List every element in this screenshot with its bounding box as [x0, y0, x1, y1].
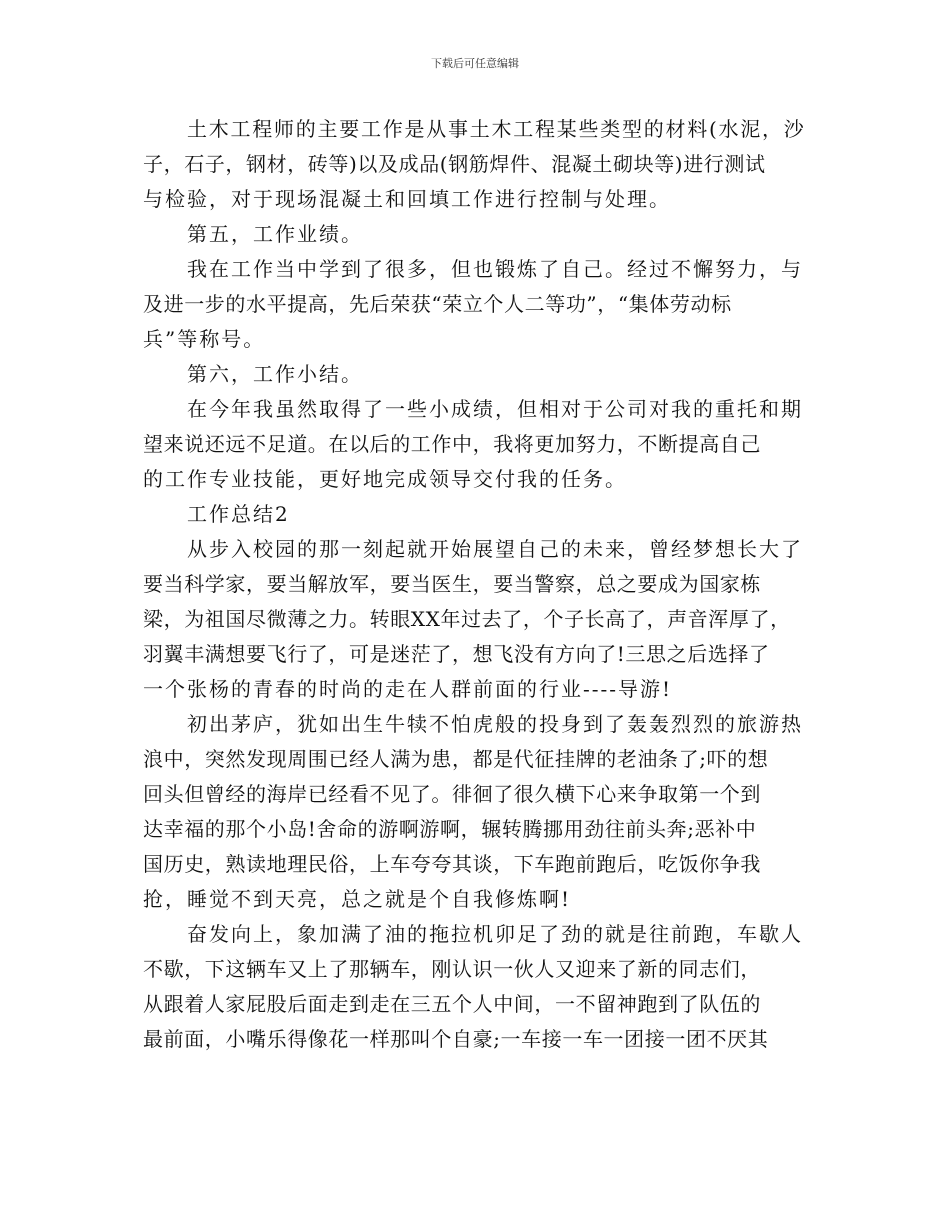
paragraph-line: 我在工作当中学到了很多，但也锻炼了自己。经过不懈努力，与 — [187, 257, 803, 281]
page-header-note: 下载后可任意编辑 — [431, 57, 519, 70]
paragraph-line: 子，石子，钢材，砖等)以及成品(钢筋焊件、混凝土砌块等)进行测试 — [143, 152, 766, 176]
paragraph-line: 不歇，下这辆车又上了那辆车，刚认识一伙人又迎来了新的同志们， — [143, 957, 761, 981]
paragraph-line: 奋发向上，象加满了油的拖拉机卯足了劲的就是往前跑，车歇人 — [187, 922, 803, 946]
document-body — [143, 112, 811, 1057]
paragraph-line: 土木工程师的主要工作是从事土木工程某些类型的材料(水泥，沙 — [187, 117, 806, 141]
paragraph-line: 一个张杨的青春的时尚的走在人群前面的行业----导游! — [143, 677, 673, 701]
section-heading: 工作总结2 — [187, 502, 290, 526]
paragraph-line: 初出茅庐，犹如出生牛犊不怕虎般的投身到了轰轰烈烈的旅游热 — [187, 712, 803, 736]
paragraph-line: 兵”等称号。 — [143, 327, 266, 351]
paragraph-line: 及进一步的水平提高，先后荣获“荣立个人二等功”，“集体劳动标 — [143, 292, 732, 316]
paragraph-line: 国历史，熟读地理民俗，上车夸夸其谈，下车跑前跑后，吃饭你争我 — [143, 852, 761, 876]
paragraph-line: 浪中，突然发现周围已经人满为患，都是代征挂牌的老油条了;吓的想 — [143, 747, 769, 771]
paragraph-line: 达幸福的那个小岛!舍命的游啊游啊，辗转腾挪用劲往前头奔;恶补中 — [143, 817, 757, 841]
paragraph-line: 的工作专业技能，更好地完成领导交付我的任务。 — [143, 467, 627, 491]
paragraph-line: 与检验，对于现场混凝土和回填工作进行控制与处理。 — [143, 187, 671, 211]
paragraph-line: 回头但曾经的海岸已经看不见了。徘徊了很久横下心来争取第一个到 — [143, 782, 761, 806]
paragraph-line: 梁，为祖国尽微薄之力。转眼XX年过去了，个子长高了，声音浑厚了， — [143, 607, 791, 631]
paragraph-line: 在今年我虽然取得了一些小成绩，但相对于公司对我的重托和期 — [187, 397, 803, 421]
paragraph-line: 羽翼丰满想要飞行了，可是迷茫了，想飞没有方向了!三思之后选择了 — [143, 642, 770, 666]
paragraph-line: 抢，睡觉不到天亮，总之就是个自我修炼啊! — [143, 887, 572, 911]
paragraph-line: 最前面，小嘴乐得像花一样那叫个自豪;一车接一车一团接一团不厌其 — [143, 1027, 769, 1051]
paragraph-line: 望来说还远不足道。在以后的工作中，我将更加努力，不断提高自己 — [143, 432, 761, 456]
paragraph-line: 要当科学家，要当解放军，要当医生，要当警察，总之要成为国家栋 — [143, 572, 761, 596]
section-heading: 第五，工作业绩。 — [187, 222, 363, 246]
paragraph-line: 从跟着人家屁股后面走到走在三五个人中间，一不留神跑到了队伍的 — [143, 992, 761, 1016]
paragraph-line: 从步入校园的那一刻起就开始展望自己的未来，曾经梦想长大了 — [187, 537, 803, 561]
section-heading: 第六，工作小结。 — [187, 362, 363, 386]
